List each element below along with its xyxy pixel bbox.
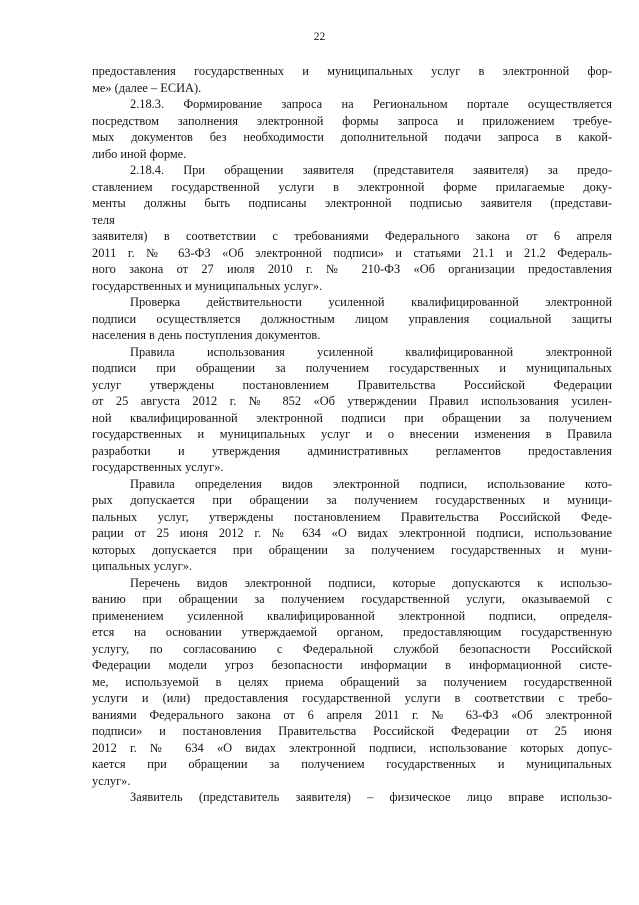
text-line: ванию при обращении за получением государственной услуги, оказываемой с [92,592,612,606]
page-number: 22 [313,31,326,43]
text-line: подписи осуществляется должностным лицом управления социальной защиты [92,311,612,326]
text-line: кается при обращении за получением государственных и муниципальных [92,757,612,771]
text-line: 2.18.4. При обращении заявителя (представителя заявителя) за предо- [130,163,612,177]
text-line: услугу, по согласованию с Федеральной службой безопасности Российской [92,641,612,656]
text-line: либо иной форме. [92,146,187,161]
text-line: Перечень видов электронной подписи, которые допускаются к использо- [130,575,612,590]
text-line: Правила определения видов электронной подписи, использование кото- [130,476,612,491]
text-line: государственных и муниципальных услуг и о внесении изменения в Правила [92,427,612,441]
text-line: 2012 г. № 634 «О видах электронной подписи, использование которых допус- [92,740,612,755]
text-line: от 25 августа 2012 г. № 852 «Об утверждении Правил использования усилен- [92,394,612,408]
text-line: ставлением государственной услуги в электронной форме прилагаемые доку- [92,179,612,194]
text-line: заявителя) в соответствии с требованиями Федерального закона от 6 апреля [92,229,612,243]
text-line: подписи при обращении за получением государственных и муниципальных [92,361,612,375]
text-line: рации от 25 июня 2012 г. № 634 «О видах электронной подписи, использование [92,526,612,540]
text-line: которых допускается при обращении за получением государственных и муни- [92,542,612,557]
text-line: пальных услуг, утверждены постановлением Правительства Российской Феде- [92,509,612,524]
text-line: услуг утверждены постановлением Правительства Российской Федерации [92,377,612,392]
text-line: рых допускается при обращении за получением государственных и муници- [92,493,612,507]
text-line: 2011 г. № 63-ФЗ «Об электронной подписи» и статьями 21.1 и 21.2 Федераль- [92,245,612,260]
text-line: Проверка действительности усиленной квалифицированной электронной [130,295,612,309]
text-line: Федерации модели угроз безопасности информации в информационной систе- [92,658,612,672]
text-line: применением усиленной квалифицированной электронной подписи, определя- [92,608,612,623]
text-line: ципальных услуг». [92,559,193,573]
document-body [92,63,612,806]
text-line: Заявитель (представитель заявителя) – физическое лицо вправе использо- [130,790,612,804]
text-line: предоставления государственных и муниципальных услуг в электронной фор- [92,64,612,78]
text-line: подписи» и постановления Правительства Российской Федерации от 25 июня [92,724,612,738]
text-line: Правила использования усиленной квалифицированной электронной [130,344,612,359]
text-line: населения в день поступления документов. [92,328,321,342]
text-line: государственных и муниципальных услуг». [92,278,323,293]
text-line: мых документов без необходимости дополнительной подачи запроса в какой- [92,130,612,144]
text-line: ется на основании утверждаемой органом, предоставляющим государственную [92,625,612,639]
text-line: 2.18.3. Формирование запроса на Региональном портале осуществляется [130,97,612,111]
text-line: ме» (далее – ЕСИА). [92,80,202,95]
text-line: менты должны быть подписаны электронной подписью заявителя (представи- [92,196,612,210]
text-line: посредством заполнения электронной формы запроса и приложением требуе- [92,113,612,128]
text-line: ме, используемой в целях приема обращений за получением государственной [92,674,612,689]
text-line: услуг». [92,773,131,788]
text-line: разработки и утверждения административных регламентов предоставления [92,443,612,458]
text-line: ной квалифицированной электронной подписи при обращении за получением [92,410,612,425]
text-line: ного закона от 27 июля 2010 г. № 210-ФЗ «Об организации предоставления [92,262,612,276]
text-line: государственных услуг». [92,460,224,474]
text-line: услуги и (или) предоставления государственной услуги в соответствии с требо- [92,691,612,705]
text-line: ваниями Федерального закона от 6 апреля 2011 г. № 63-ФЗ «Об электронной [92,707,612,722]
text-line: теля [92,212,115,227]
